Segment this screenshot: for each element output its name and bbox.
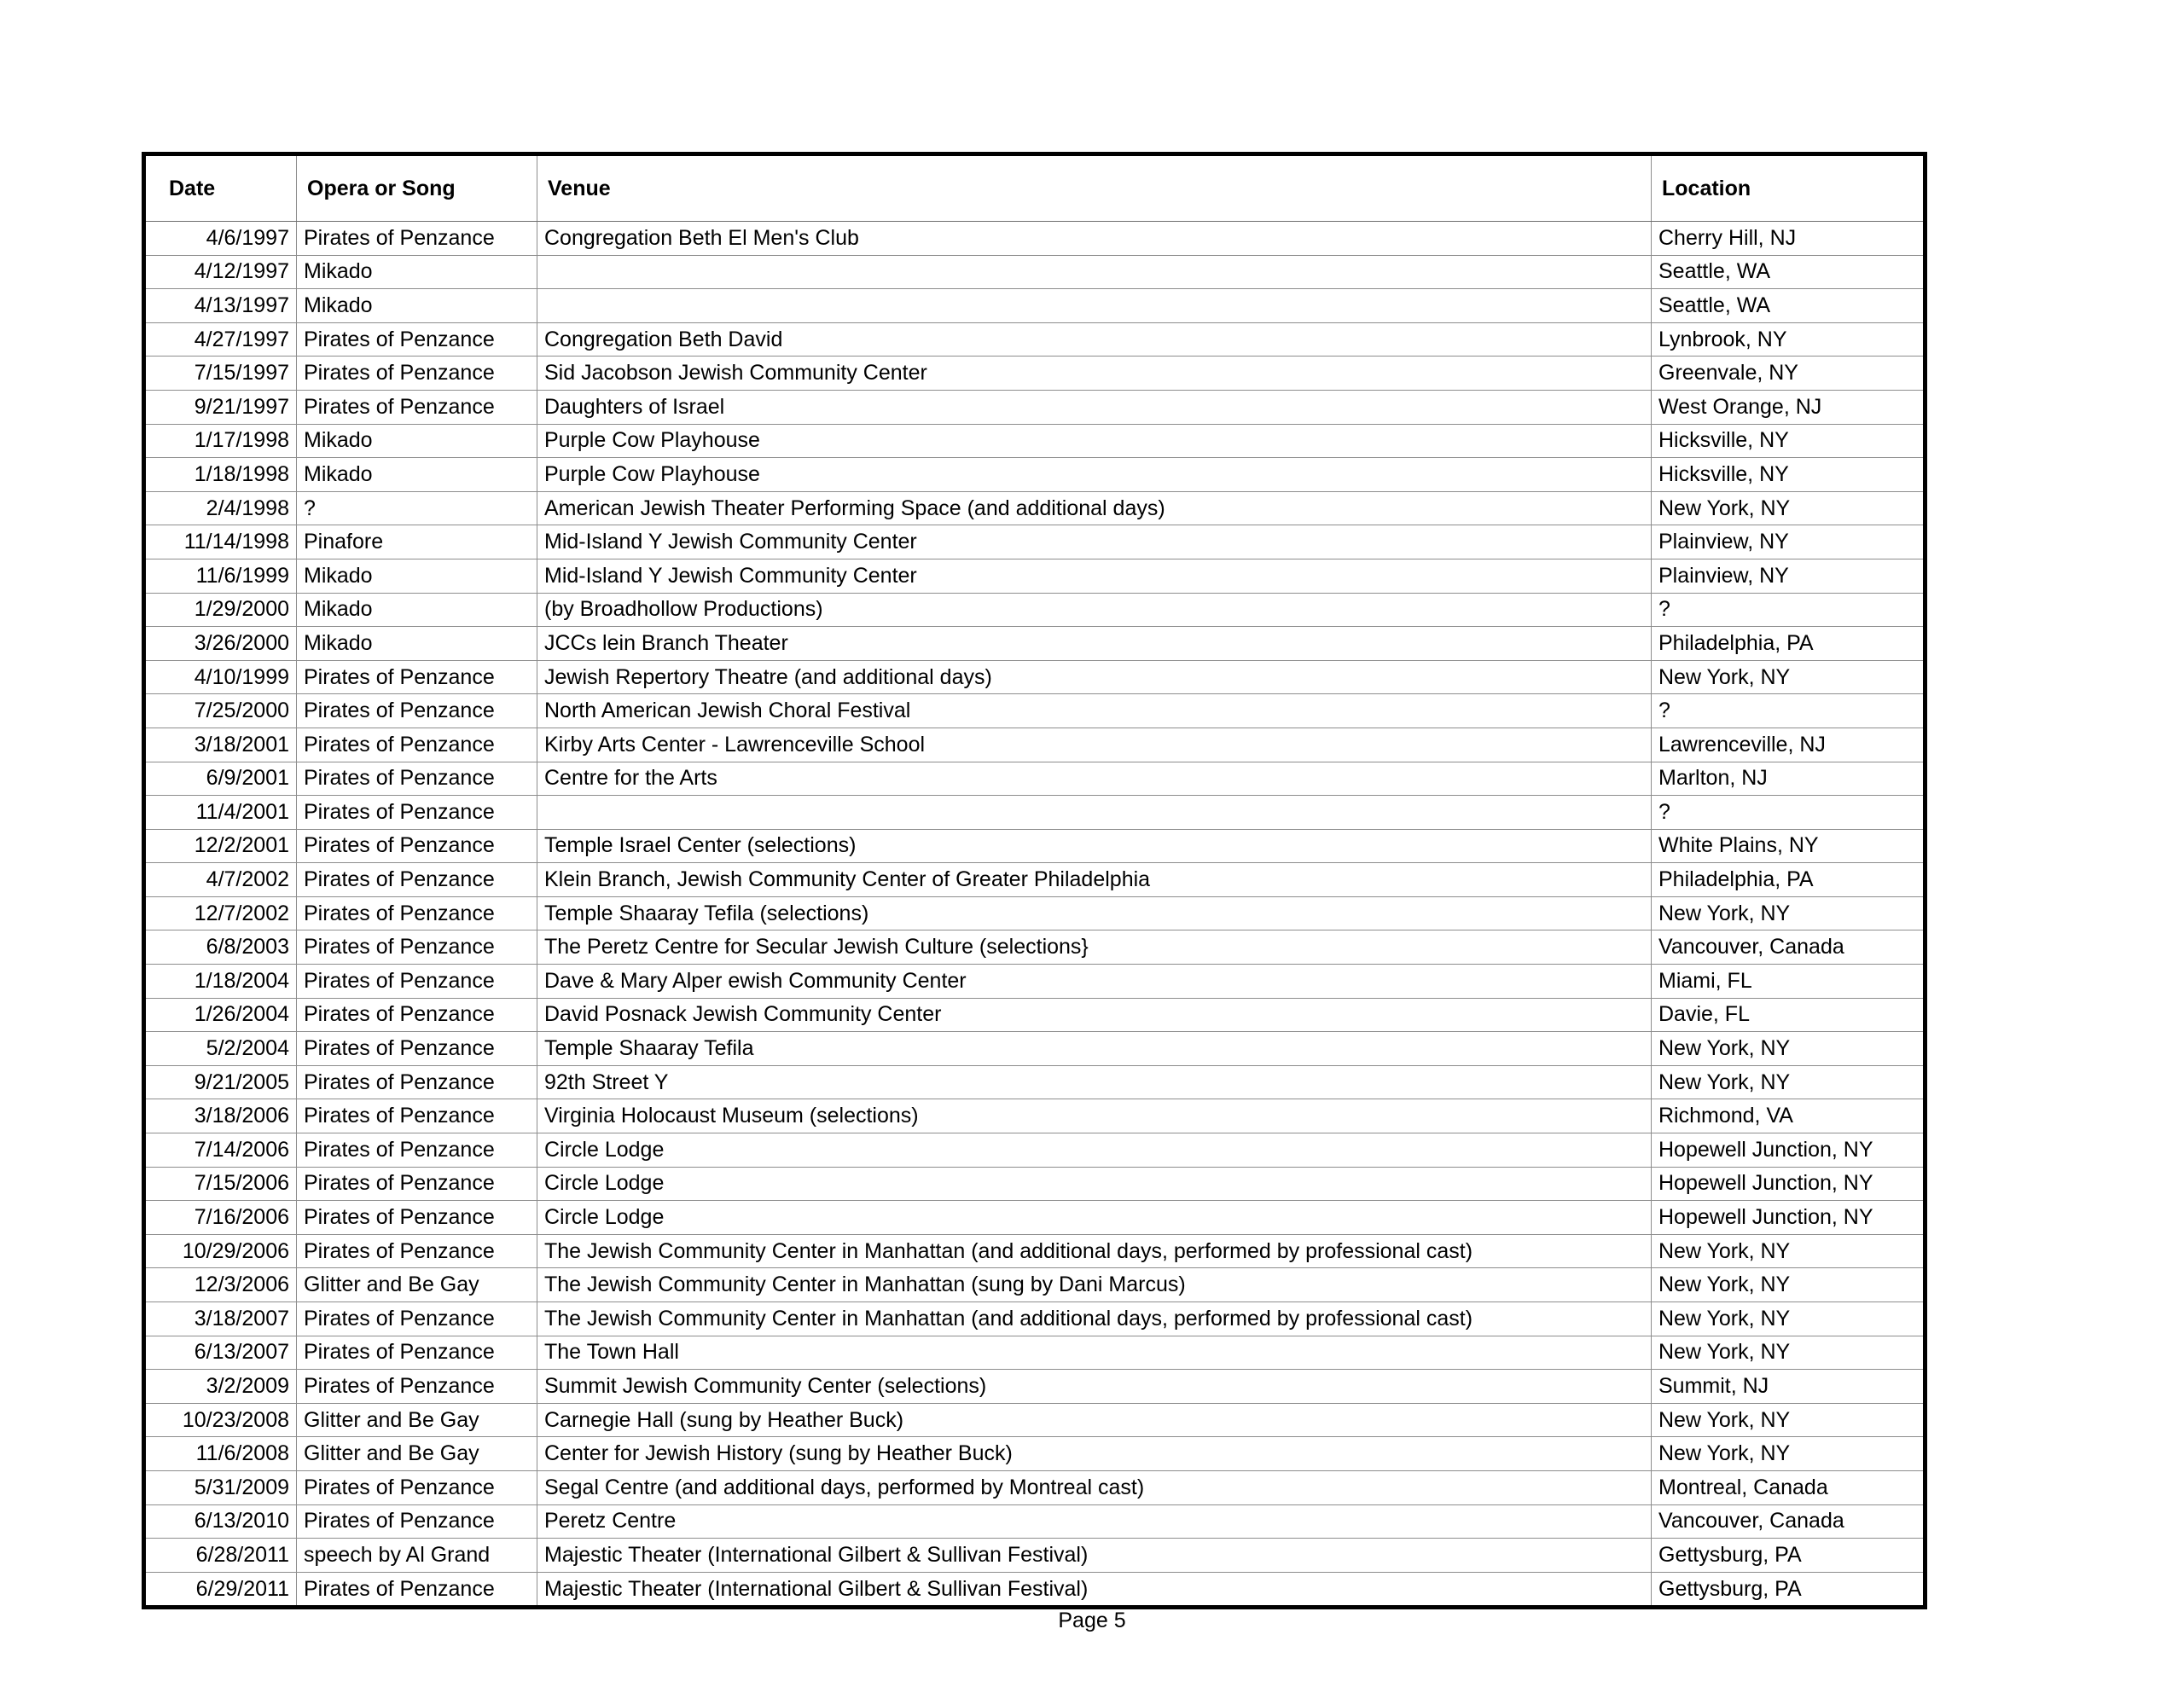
table-cell-venue: Circle Lodge bbox=[537, 1133, 1652, 1168]
table-cell-location: Hopewell Junction, NY bbox=[1652, 1167, 1926, 1201]
table-row bbox=[144, 255, 1926, 289]
table-row bbox=[144, 322, 1926, 357]
table-cell-location: Seattle, WA bbox=[1652, 255, 1926, 289]
page-footer bbox=[0, 1609, 2184, 1633]
performance-table bbox=[142, 152, 1927, 1609]
table-cell-date: 11/6/2008 bbox=[144, 1437, 297, 1471]
table-row bbox=[144, 1572, 1926, 1608]
table-cell-venue: Purple Cow Playhouse bbox=[537, 458, 1652, 492]
table-row bbox=[144, 930, 1926, 965]
table-cell-venue: American Jewish Theater Performing Space (and additional days) bbox=[537, 491, 1652, 525]
table-cell-venue: Purple Cow Playhouse bbox=[537, 424, 1652, 458]
table-cell-venue bbox=[537, 255, 1652, 289]
table-cell-location: Greenvale, NY bbox=[1652, 357, 1926, 391]
table-cell-date: 3/2/2009 bbox=[144, 1370, 297, 1404]
table-cell-location: Hopewell Junction, NY bbox=[1652, 1133, 1926, 1168]
table-row bbox=[144, 1437, 1926, 1471]
table-cell-opera-or-song: Pirates of Penzance bbox=[297, 1065, 537, 1099]
table-cell-date: 1/29/2000 bbox=[144, 593, 297, 627]
table-row bbox=[144, 762, 1926, 796]
table-row bbox=[144, 559, 1926, 593]
table-cell-opera-or-song: Pirates of Penzance bbox=[297, 796, 537, 830]
table-cell-location: New York, NY bbox=[1652, 1234, 1926, 1268]
table-cell-opera-or-song: Mikado bbox=[297, 255, 537, 289]
table-row bbox=[144, 863, 1926, 897]
table-cell-opera-or-song: Pirates of Penzance bbox=[297, 965, 537, 999]
table-cell-opera-or-song: Pirates of Penzance bbox=[297, 1133, 537, 1168]
table-cell-opera-or-song: Glitter and Be Gay bbox=[297, 1437, 537, 1471]
table-cell-opera-or-song: Pirates of Penzance bbox=[297, 660, 537, 694]
table-row bbox=[144, 1370, 1926, 1404]
table-cell-date: 11/6/1999 bbox=[144, 559, 297, 593]
table-cell-date: 12/2/2001 bbox=[144, 829, 297, 863]
table-cell-venue: Jewish Repertory Theatre (and additional days) bbox=[537, 660, 1652, 694]
table-cell-venue: (by Broadhollow Productions) bbox=[537, 593, 1652, 627]
table-cell-date: 12/7/2002 bbox=[144, 896, 297, 930]
table-cell-date: 6/28/2011 bbox=[144, 1539, 297, 1573]
table-cell-venue: Segal Centre (and additional days, performed by Montreal cast) bbox=[537, 1470, 1652, 1504]
table-cell-venue: Majestic Theater (International Gilbert & Sullivan Festival) bbox=[537, 1539, 1652, 1573]
table-cell-opera-or-song: Pirates of Penzance bbox=[297, 1504, 537, 1539]
table-cell-opera-or-song: Pirates of Penzance bbox=[297, 1302, 537, 1336]
table-cell-location: Philadelphia, PA bbox=[1652, 863, 1926, 897]
table-cell-venue bbox=[537, 289, 1652, 323]
table-cell-date: 7/25/2000 bbox=[144, 694, 297, 728]
table-cell-location: West Orange, NJ bbox=[1652, 390, 1926, 424]
table-cell-venue: North American Jewish Choral Festival bbox=[537, 694, 1652, 728]
table-row bbox=[144, 1539, 1926, 1573]
table-cell-date: 1/17/1998 bbox=[144, 424, 297, 458]
table-cell-opera-or-song: Pinafore bbox=[297, 525, 537, 559]
table-cell-venue: Virginia Holocaust Museum (selections) bbox=[537, 1099, 1652, 1133]
table-cell-date: 6/9/2001 bbox=[144, 762, 297, 796]
table-cell-location: Richmond, VA bbox=[1652, 1099, 1926, 1133]
table-cell-date: 2/4/1998 bbox=[144, 491, 297, 525]
table-cell-opera-or-song: Pirates of Penzance bbox=[297, 222, 537, 256]
table-cell-location: New York, NY bbox=[1652, 896, 1926, 930]
table-cell-location: ? bbox=[1652, 593, 1926, 627]
column-header-date: Date bbox=[144, 154, 297, 222]
table-cell-venue: Temple Israel Center (selections) bbox=[537, 829, 1652, 863]
table-cell-venue: Peretz Centre bbox=[537, 1504, 1652, 1539]
table-cell-opera-or-song: Pirates of Penzance bbox=[297, 1370, 537, 1404]
table-cell-opera-or-song: Glitter and Be Gay bbox=[297, 1268, 537, 1302]
table-cell-date: 1/18/2004 bbox=[144, 965, 297, 999]
table-row bbox=[144, 1470, 1926, 1504]
table-cell-date: 7/15/1997 bbox=[144, 357, 297, 391]
table-cell-location: Miami, FL bbox=[1652, 965, 1926, 999]
table-cell-location: Gettysburg, PA bbox=[1652, 1539, 1926, 1573]
table-cell-date: 1/26/2004 bbox=[144, 998, 297, 1032]
table-cell-location: ? bbox=[1652, 694, 1926, 728]
table-cell-location: New York, NY bbox=[1652, 1268, 1926, 1302]
table-cell-date: 7/15/2006 bbox=[144, 1167, 297, 1201]
table-cell-date: 5/2/2004 bbox=[144, 1032, 297, 1066]
table-cell-date: 4/13/1997 bbox=[144, 289, 297, 323]
table-cell-location: Seattle, WA bbox=[1652, 289, 1926, 323]
table-row bbox=[144, 965, 1926, 999]
table-cell-date: 11/4/2001 bbox=[144, 796, 297, 830]
table-cell-location: New York, NY bbox=[1652, 1302, 1926, 1336]
table-row bbox=[144, 896, 1926, 930]
table-cell-date: 12/3/2006 bbox=[144, 1268, 297, 1302]
table-cell-opera-or-song: Pirates of Penzance bbox=[297, 1201, 537, 1235]
table-cell-opera-or-song: Pirates of Penzance bbox=[297, 762, 537, 796]
table-cell-opera-or-song: Mikado bbox=[297, 593, 537, 627]
table-cell-location: Lawrenceville, NJ bbox=[1652, 728, 1926, 762]
table-cell-date: 9/21/1997 bbox=[144, 390, 297, 424]
table-row bbox=[144, 525, 1926, 559]
table-cell-venue: Centre for the Arts bbox=[537, 762, 1652, 796]
table-cell-location: Philadelphia, PA bbox=[1652, 627, 1926, 661]
table-cell-location: New York, NY bbox=[1652, 660, 1926, 694]
table-cell-date: 4/6/1997 bbox=[144, 222, 297, 256]
table-cell-location: Vancouver, Canada bbox=[1652, 1504, 1926, 1539]
table-cell-opera-or-song: Pirates of Penzance bbox=[297, 694, 537, 728]
table-cell-venue: Carnegie Hall (sung by Heather Buck) bbox=[537, 1403, 1652, 1437]
table-cell-date: 5/31/2009 bbox=[144, 1470, 297, 1504]
table-cell-venue: JCCs lein Branch Theater bbox=[537, 627, 1652, 661]
column-header-location: Location bbox=[1652, 154, 1926, 222]
table-cell-location: Gettysburg, PA bbox=[1652, 1572, 1926, 1608]
table-row bbox=[144, 660, 1926, 694]
table-cell-venue: Sid Jacobson Jewish Community Center bbox=[537, 357, 1652, 391]
table-cell-opera-or-song: Mikado bbox=[297, 627, 537, 661]
table-cell-date: 6/8/2003 bbox=[144, 930, 297, 965]
table-body bbox=[144, 222, 1926, 1608]
table-cell-opera-or-song: Pirates of Penzance bbox=[297, 1167, 537, 1201]
table-cell-opera-or-song: Pirates of Penzance bbox=[297, 1099, 537, 1133]
table-cell-date: 6/13/2010 bbox=[144, 1504, 297, 1539]
column-header-opera-or-song: Opera or Song bbox=[297, 154, 537, 222]
table-cell-location: Marlton, NJ bbox=[1652, 762, 1926, 796]
table-cell-opera-or-song: Pirates of Penzance bbox=[297, 728, 537, 762]
table-row bbox=[144, 1302, 1926, 1336]
table-cell-location: New York, NY bbox=[1652, 1403, 1926, 1437]
table-row bbox=[144, 357, 1926, 391]
table-row bbox=[144, 593, 1926, 627]
table-cell-opera-or-song: ? bbox=[297, 491, 537, 525]
table-cell-opera-or-song: Pirates of Penzance bbox=[297, 1336, 537, 1370]
table-row bbox=[144, 1133, 1926, 1168]
table-cell-date: 4/10/1999 bbox=[144, 660, 297, 694]
table-cell-opera-or-song: Pirates of Penzance bbox=[297, 1234, 537, 1268]
column-header-venue: Venue bbox=[537, 154, 1652, 222]
table-row bbox=[144, 289, 1926, 323]
table-cell-opera-or-song: Glitter and Be Gay bbox=[297, 1403, 537, 1437]
table-row bbox=[144, 1234, 1926, 1268]
table-cell-venue: The Town Hall bbox=[537, 1336, 1652, 1370]
table-row bbox=[144, 1167, 1926, 1201]
table-row bbox=[144, 829, 1926, 863]
table-row bbox=[144, 1099, 1926, 1133]
table-cell-venue: Circle Lodge bbox=[537, 1201, 1652, 1235]
table-cell-location: Vancouver, Canada bbox=[1652, 930, 1926, 965]
table-cell-date: 7/14/2006 bbox=[144, 1133, 297, 1168]
table-cell-location: White Plains, NY bbox=[1652, 829, 1926, 863]
table-cell-venue: Majestic Theater (International Gilbert & Sullivan Festival) bbox=[537, 1572, 1652, 1608]
table-cell-venue: The Peretz Centre for Secular Jewish Culture (selections} bbox=[537, 930, 1652, 965]
table-cell-venue: Mid-Island Y Jewish Community Center bbox=[537, 559, 1652, 593]
table-cell-opera-or-song: Pirates of Penzance bbox=[297, 896, 537, 930]
table-cell-date: 6/29/2011 bbox=[144, 1572, 297, 1608]
table-cell-date: 10/23/2008 bbox=[144, 1403, 297, 1437]
table-row bbox=[144, 390, 1926, 424]
table-row bbox=[144, 796, 1926, 830]
table-cell-location: Summit, NJ bbox=[1652, 1370, 1926, 1404]
table-cell-venue: 92th Street Y bbox=[537, 1065, 1652, 1099]
table-cell-venue: Circle Lodge bbox=[537, 1167, 1652, 1201]
table-cell-location: Montreal, Canada bbox=[1652, 1470, 1926, 1504]
table-cell-opera-or-song: Mikado bbox=[297, 424, 537, 458]
table-cell-date: 3/18/2001 bbox=[144, 728, 297, 762]
table-cell-location: Hicksville, NY bbox=[1652, 458, 1926, 492]
table-cell-location: ? bbox=[1652, 796, 1926, 830]
table-cell-venue: Center for Jewish History (sung by Heather Buck) bbox=[537, 1437, 1652, 1471]
table-cell-venue bbox=[537, 796, 1652, 830]
table-row bbox=[144, 491, 1926, 525]
table-row bbox=[144, 998, 1926, 1032]
table-header bbox=[144, 154, 1926, 222]
table-cell-date: 9/21/2005 bbox=[144, 1065, 297, 1099]
table-cell-venue: Dave & Mary Alper ewish Community Center bbox=[537, 965, 1652, 999]
table-cell-location: New York, NY bbox=[1652, 491, 1926, 525]
page-number-label: Page 5 bbox=[1058, 1609, 1126, 1632]
table-row bbox=[144, 424, 1926, 458]
table-cell-venue: Klein Branch, Jewish Community Center of Greater Philadelphia bbox=[537, 863, 1652, 897]
table-cell-opera-or-song: Mikado bbox=[297, 289, 537, 323]
table-row bbox=[144, 1201, 1926, 1235]
table-cell-date: 1/18/1998 bbox=[144, 458, 297, 492]
table-cell-opera-or-song: Pirates of Penzance bbox=[297, 829, 537, 863]
table-cell-date: 6/13/2007 bbox=[144, 1336, 297, 1370]
table-cell-location: New York, NY bbox=[1652, 1032, 1926, 1066]
table-row bbox=[144, 1504, 1926, 1539]
table-cell-venue: Temple Shaaray Tefila bbox=[537, 1032, 1652, 1066]
table-cell-opera-or-song: Pirates of Penzance bbox=[297, 1470, 537, 1504]
table-header-row bbox=[144, 154, 1926, 222]
table-cell-date: 4/12/1997 bbox=[144, 255, 297, 289]
table-cell-location: New York, NY bbox=[1652, 1437, 1926, 1471]
table-cell-date: 7/16/2006 bbox=[144, 1201, 297, 1235]
table-cell-venue: Congregation Beth David bbox=[537, 322, 1652, 357]
table-cell-location: Plainview, NY bbox=[1652, 525, 1926, 559]
table-cell-opera-or-song: Pirates of Penzance bbox=[297, 357, 537, 391]
table-cell-date: 10/29/2006 bbox=[144, 1234, 297, 1268]
table-cell-date: 3/18/2006 bbox=[144, 1099, 297, 1133]
table-cell-opera-or-song: Pirates of Penzance bbox=[297, 1032, 537, 1066]
table-cell-date: 4/7/2002 bbox=[144, 863, 297, 897]
table-cell-opera-or-song: Pirates of Penzance bbox=[297, 998, 537, 1032]
table-row bbox=[144, 1065, 1926, 1099]
table-cell-location: Plainview, NY bbox=[1652, 559, 1926, 593]
table-cell-opera-or-song: Pirates of Penzance bbox=[297, 1572, 537, 1608]
table-cell-location: Hopewell Junction, NY bbox=[1652, 1201, 1926, 1235]
table-row bbox=[144, 694, 1926, 728]
table-cell-venue: Congregation Beth El Men's Club bbox=[537, 222, 1652, 256]
table-row bbox=[144, 222, 1926, 256]
table-cell-venue: The Jewish Community Center in Manhattan (sung by Dani Marcus) bbox=[537, 1268, 1652, 1302]
table-cell-date: 4/27/1997 bbox=[144, 322, 297, 357]
table-row bbox=[144, 1403, 1926, 1437]
table-cell-opera-or-song: Pirates of Penzance bbox=[297, 322, 537, 357]
table-cell-venue: Daughters of Israel bbox=[537, 390, 1652, 424]
table-row bbox=[144, 1032, 1926, 1066]
table-cell-date: 11/14/1998 bbox=[144, 525, 297, 559]
table-cell-venue: Summit Jewish Community Center (selections) bbox=[537, 1370, 1652, 1404]
table-cell-opera-or-song: Mikado bbox=[297, 559, 537, 593]
table-cell-location: New York, NY bbox=[1652, 1336, 1926, 1370]
table-row bbox=[144, 1336, 1926, 1370]
table-cell-opera-or-song: Pirates of Penzance bbox=[297, 930, 537, 965]
table-cell-venue: The Jewish Community Center in Manhattan (and additional days, performed by professional cast) bbox=[537, 1302, 1652, 1336]
table-cell-date: 3/18/2007 bbox=[144, 1302, 297, 1336]
table-cell-opera-or-song: Pirates of Penzance bbox=[297, 863, 537, 897]
table-cell-location: Davie, FL bbox=[1652, 998, 1926, 1032]
table-row bbox=[144, 627, 1926, 661]
table-cell-location: Cherry Hill, NJ bbox=[1652, 222, 1926, 256]
table-row bbox=[144, 728, 1926, 762]
table-cell-venue: Temple Shaaray Tefila (selections) bbox=[537, 896, 1652, 930]
table-cell-venue: David Posnack Jewish Community Center bbox=[537, 998, 1652, 1032]
table-cell-date: 3/26/2000 bbox=[144, 627, 297, 661]
table-cell-location: Lynbrook, NY bbox=[1652, 322, 1926, 357]
table-cell-location: New York, NY bbox=[1652, 1065, 1926, 1099]
table-row bbox=[144, 1268, 1926, 1302]
table-row bbox=[144, 458, 1926, 492]
table-cell-opera-or-song: speech by Al Grand bbox=[297, 1539, 537, 1573]
table-cell-location: Hicksville, NY bbox=[1652, 424, 1926, 458]
table-cell-venue: The Jewish Community Center in Manhattan (and additional days, performed by professional cast) bbox=[537, 1234, 1652, 1268]
table-cell-venue: Kirby Arts Center - Lawrenceville School bbox=[537, 728, 1652, 762]
table-cell-opera-or-song: Pirates of Penzance bbox=[297, 390, 537, 424]
table-cell-venue: Mid-Island Y Jewish Community Center bbox=[537, 525, 1652, 559]
performance-table-container bbox=[142, 152, 1923, 1609]
table-cell-opera-or-song: Mikado bbox=[297, 458, 537, 492]
